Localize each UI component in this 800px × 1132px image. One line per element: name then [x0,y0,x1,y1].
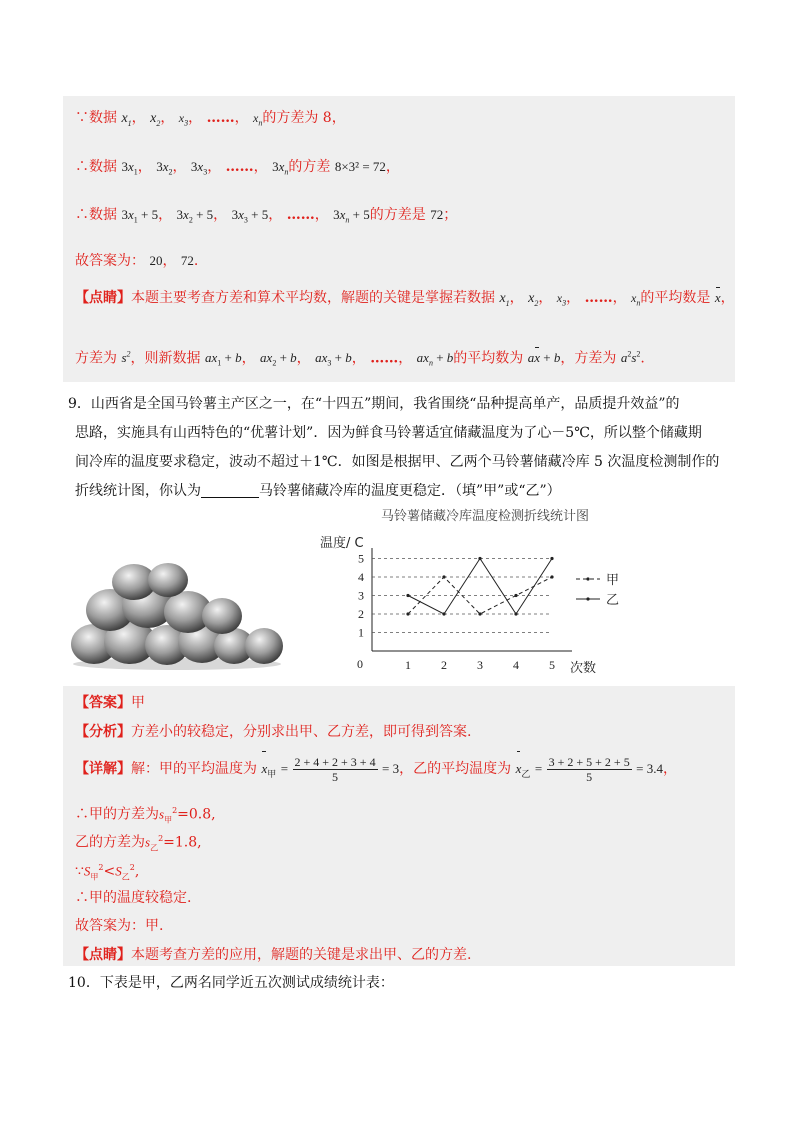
x-tick-label: 1 [405,658,411,672]
x-tick-label: 5 [549,658,555,672]
q9-line3: 间冷库的温度要求稳定，波动不超过＋1℃．如图是根据甲、乙两个马铃薯储藏冷库 5 次温度检测制作的 [75,454,720,470]
sol8-line2: ∴数据 $3x_1$， $3x_2$， $3x_3$， ……， $3x_n$的方差 8×3² = 72， [75,159,400,177]
potato-pile-image [70,560,285,670]
sol8-line6: 方差为 $s^2$，则新数据 $ax_1 + b$， $ax_2 + b$， $ax_3 + b$， ……， $ax_n + b$的平均数为 ax + b，方差为 $a^2s^2$. [75,350,645,368]
legend-marker [586,597,589,600]
ans9-answer: 【答案】甲 [75,695,145,711]
data-point [478,557,481,560]
y-tick-label: 3 [358,588,364,603]
data-point [442,612,445,615]
q9-line2: 思路，实施具有山西特色的“优薯计划”．因为鲜食马铃薯适宜储藏温度为了心－5℃，所以整个储藏期 [75,425,702,441]
x-tick-label: 3 [477,658,483,672]
sol8-line5: 【点睛】本题主要考查方差和算术平均数，解题的关键是掌握若数据 $x_1$， $x_2$， $x_3$， ……， $x_n$的平均数是 x， [75,290,735,308]
data-point [442,575,445,578]
chart-origin: 0 [357,657,363,671]
solution-box-8 [63,96,735,382]
x-tick-label: 4 [513,658,519,672]
data-point [406,612,409,615]
ans9-analysis: 【分析】方差小的较稳定，分别求出甲、乙方差，即可得到答案. [75,724,472,740]
sol8-line4: 故答案为： 20， 72. [75,253,199,269]
sol8-line1: ∵数据 $x_1$， $x_2$， $x_3$， ……， $x_n$的方差为 8， [75,110,346,128]
data-point [550,575,553,578]
legend-label: 甲 [606,573,620,588]
y-tick-label: 2 [358,607,364,621]
chart-title: 马铃薯储藏冷库温度检测折线统计图 [380,509,590,524]
ans9-line3: $\because S_甲^2<S_乙^2$, [75,863,140,882]
ans9-line5: 故答案为：甲. [75,918,164,934]
ans9-detail: 【详解】解：甲的平均温度为 $x_甲$ = $\frac{2 + 4 + 2 + 3 + 4}{5}$ = 3，乙的平均温度为 $x_乙$ = $\frac{3 + 2 + 5 + 2 + 5}{5}$ = 3.4， [75,752,677,791]
y-tick-label: 4 [358,570,364,584]
q9-line1: 9．山西省是全国马铃薯主产区之一，在“十四五”期间，我省围绕“品种提高单产，品质提升效益”的 [68,396,680,412]
data-point [514,612,517,615]
y-tick-label: 5 [358,551,364,566]
series-line-乙 [408,559,552,615]
ans9-line4: ∴甲的温度较稳定. [75,890,192,906]
q9-line4: 折线统计图，你认为 马铃薯储藏冷库的温度更稳定．（填”甲”或“乙”） [75,483,561,499]
temperature-line-chart [310,506,640,686]
data-point [514,594,517,597]
x-tick-label: 2 [441,658,447,672]
ans9-line1: ∴甲的方差为$s_甲^2=0.8$, [75,806,216,825]
q10-text: 10．下表是甲，乙两名同学近五次测试成绩统计表： [68,975,394,991]
ans9-comment: 【点睛】本题考查方差的应用，解题的关键是求出甲、乙的方差. [75,947,472,963]
y-tick-label: 1 [358,625,364,640]
sol8-line3: ∴数据 $3x_1 + 5$， $3x_2 + 5$， $3x_3 + 5$， ……， $3x_n + 5$的方差是 72； [75,207,458,225]
chart-xlabel: 次数 [570,661,597,676]
data-point [406,594,409,597]
data-point [478,612,481,615]
chart-ylabel: 温度/ C [320,536,364,551]
legend-label: 乙 [606,593,620,608]
answer-blank[interactable] [201,481,259,498]
data-point [550,557,553,560]
ans9-line2: 乙的方差为$s_乙^2=1.8$, [75,834,202,853]
legend-marker [586,577,589,580]
